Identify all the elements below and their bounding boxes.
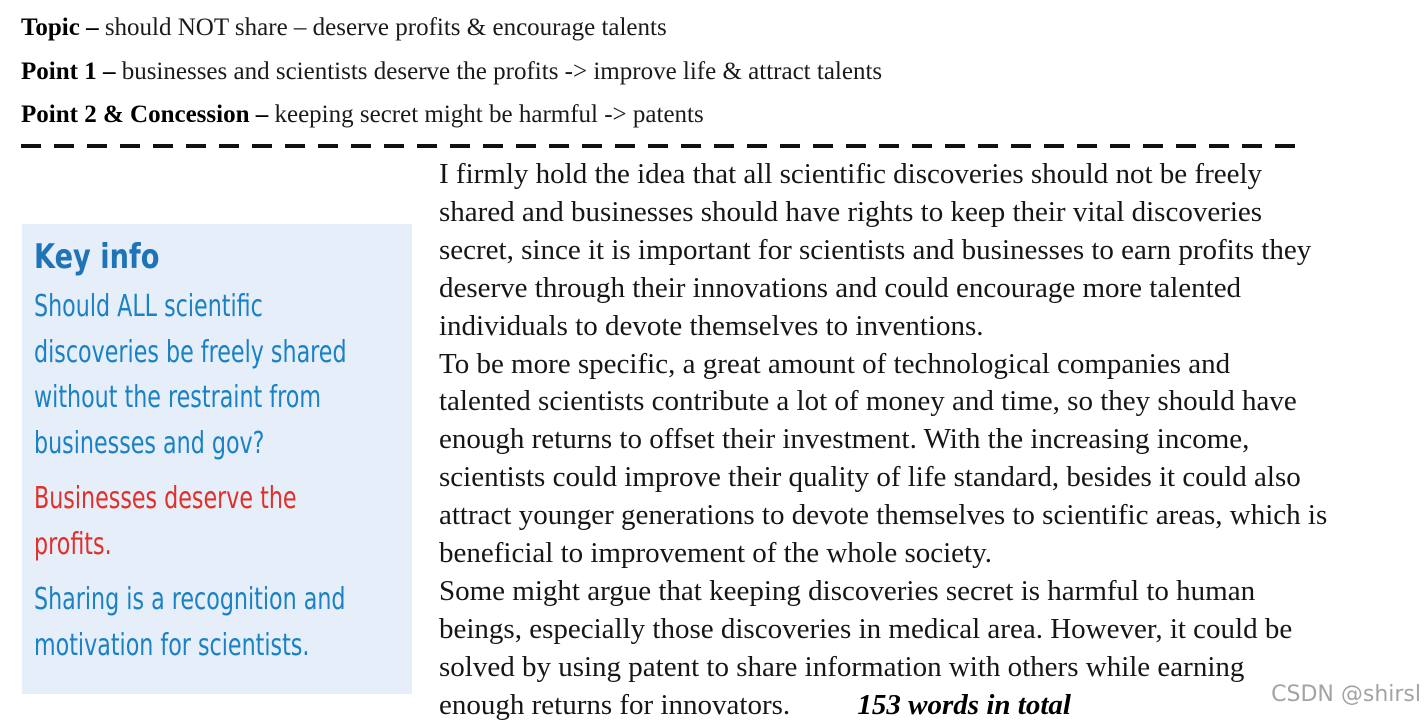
essay-line: deserve through their innovations and could encourage more talented	[439, 271, 1242, 304]
outline	[21, 6, 1321, 137]
key-info-answer-line: profits.	[34, 526, 112, 562]
outline-topic-label: Topic –	[21, 14, 99, 41]
outline-point-2	[21, 93, 1321, 137]
essay-line: talented scientists contribute a lot of money and time, so they should have	[439, 385, 1297, 418]
key-info-spacer	[34, 567, 412, 577]
essay-line: scientists could improve their quality of life standard, besides it could also	[439, 461, 1301, 494]
essay-line: Some might argue that keeping discoveries secret is harmful to human	[439, 574, 1256, 607]
essay-line: enough returns to offset their investment. With the increasing income,	[439, 423, 1250, 456]
essay-line: beneficial to improvement of the whole society.	[439, 537, 992, 570]
key-info-question-line: discoveries be freely shared	[34, 334, 347, 370]
essay-line: solved by using patent to share information with others while earning	[439, 650, 1245, 683]
outline-topic-text: should NOT share – deserve profits & encourage talents	[104, 14, 667, 41]
key-info-box	[22, 224, 412, 694]
key-info-reason-line: motivation for scientists.	[34, 627, 310, 663]
key-info-question-line: Should ALL scientific	[34, 289, 263, 324]
outline-point-2-label: Point 2 & Concession –	[21, 101, 269, 128]
dashed-divider	[21, 144, 1303, 148]
key-info-spacer	[34, 466, 412, 476]
essay-closing-text: enough returns for innovators.	[439, 688, 791, 721]
essay-line: shared and businesses should have rights to keep their vital discoveries	[439, 195, 1263, 228]
essay-line: beings, especially those discoveries in medical area. However, it could be	[439, 612, 1293, 645]
outline-point-1-text: businesses and scientists deserve the profits -> improve life & attract talents	[121, 57, 883, 85]
key-info-question-line: without the restraint from	[34, 380, 321, 415]
outline-point-1-label: Point 1 –	[21, 57, 116, 85]
watermark: CSDN @shirsl	[1271, 682, 1421, 707]
key-info-answer-line: Businesses deserve the	[34, 481, 297, 516]
key-info-title: Key info	[34, 237, 160, 277]
outline-topic	[21, 6, 1321, 50]
essay-line: I firmly hold the idea that all scientific discoveries should not be freely	[439, 158, 1263, 190]
key-info-question-line: businesses and gov?	[34, 425, 265, 461]
essay-text	[439, 156, 1419, 723]
word-count: 153 words in total	[857, 688, 1071, 721]
essay-line: individuals to devote themselves to inventions.	[439, 309, 984, 342]
essay-line: secret, since it is important for scientists and businesses to earn profits they	[439, 233, 1312, 266]
outline-point-2-text: keeping secret might be harmful -> patents	[274, 101, 704, 128]
key-info-reason-line: Sharing is a recognition and	[34, 582, 346, 617]
outline-point-1	[21, 50, 1321, 94]
essay-line: To be more specific, a great amount of technological companies and	[439, 347, 1231, 380]
essay-line: attract younger generations to devote themselves to scientific areas, which is	[439, 499, 1328, 532]
